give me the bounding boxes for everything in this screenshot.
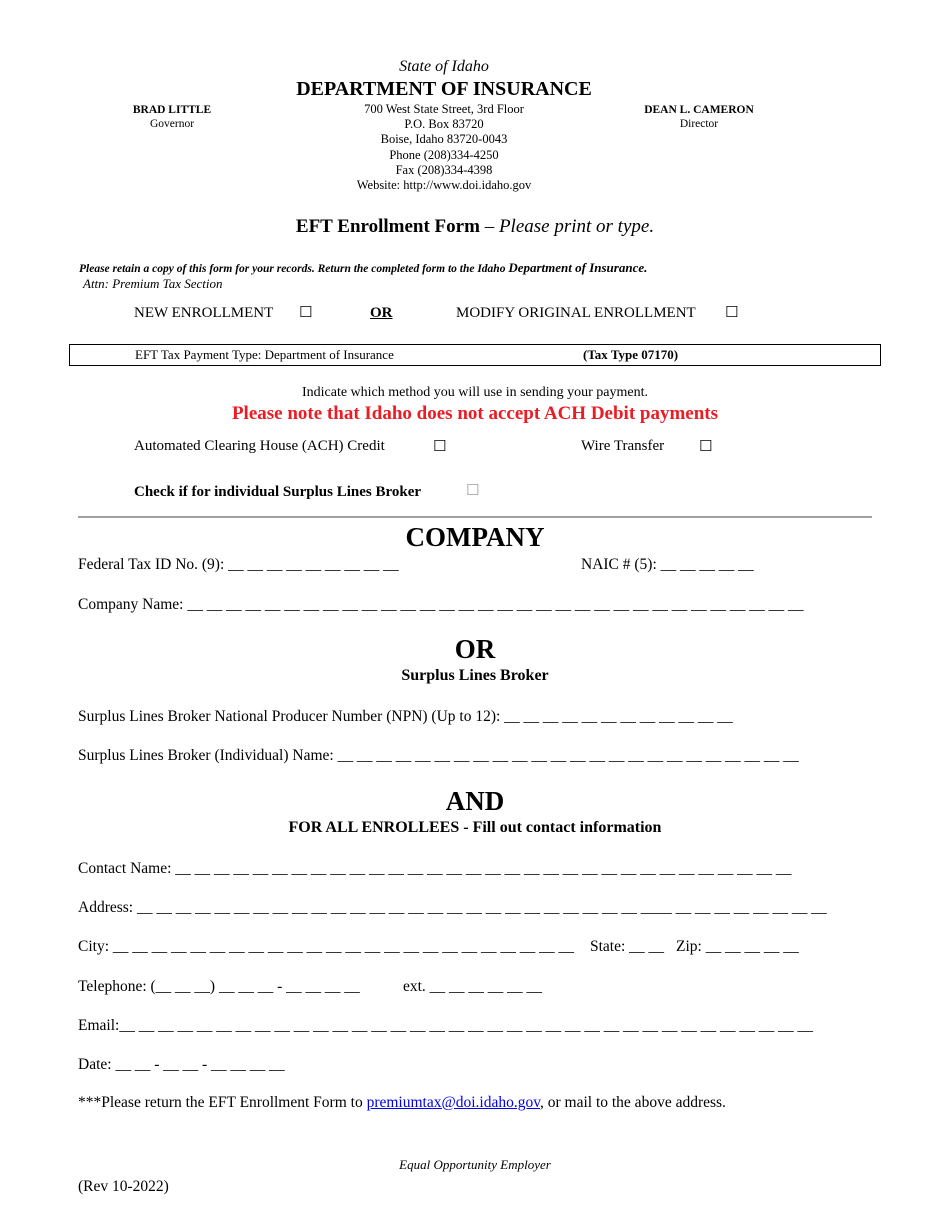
attn-line: Attn: Premium Tax Section [83,276,223,291]
modify-enrollment-label: MODIFY ORIGINAL ENROLLMENT [456,305,696,321]
telephone-field[interactable]: Telephone: (__ __ __) __ __ __ - __ __ __ __ [78,978,360,995]
ach-debit-warning: Please note that Idaho does not accept ACH Debit payments [231,403,719,424]
address-line: 700 West State Street, 3rd Floor [364,102,524,116]
federal-tax-id-field[interactable]: Federal Tax ID No. (9): __ __ __ __ __ __ __ __ __ [78,556,399,573]
section-divider [78,516,872,518]
state-name: State of Idaho [399,58,489,75]
address-line: P.O. Box 83720 [404,117,484,132]
form-title-bold: EFT Enrollment Form [295,216,480,237]
or-label: OR [370,305,393,321]
return-prefix: ***Please return the EFT Enrollment Form to [78,1094,367,1111]
department-title: DEPARTMENT OF INSURANCE [296,78,592,100]
governor-name: BRAD LITTLE [132,104,212,116]
naic-field[interactable]: NAIC # (5): __ __ __ __ __ [581,556,754,573]
surplus-broker-checkbox[interactable]: ☐ [466,481,480,499]
ach-credit-label: Automated Clearing House (ACH) Credit [134,438,385,454]
address-line: Fax (208)334-4398 [395,162,493,177]
director-title: Director [679,118,719,130]
return-instructions [78,1094,726,1112]
broker-npn-field[interactable]: Surplus Lines Broker National Producer Number (NPN) (Up to 12): __ __ __ __ __ __ __ __ __ __ __ __ [78,708,733,725]
eft-type-box [69,344,881,366]
director-name: DEAN L. CAMERON [644,104,754,116]
surplus-broker-check-label: Check if for individual Surplus Lines Broker [134,484,422,500]
contact-name-field[interactable]: Contact Name: __ __ __ __ __ __ __ __ __ __ __ __ __ __ __ __ __ __ __ __ __ __ __ __ __ __ __ __ __ __ __ __ [78,860,792,877]
eft-type-label: EFT Tax Payment Type: Department of Insurance [135,347,394,362]
address-field[interactable]: Address: __ __ __ __ __ __ __ __ __ __ __ __ __ __ __ __ __ __ __ __ __ __ __ __ __ __ ____ __ __ __ __ __ __ __ __ [78,899,827,916]
indicate-method-text: Indicate which method you will use in sending your payment. [301,385,649,400]
new-enrollment-label: NEW ENROLLMENT [134,305,274,321]
and-heading: AND [445,786,505,816]
surplus-broker-heading: Surplus Lines Broker [401,667,549,684]
governor-title: Governor [149,118,195,130]
broker-name-field[interactable]: Surplus Lines Broker (Individual) Name: __ __ __ __ __ __ __ __ __ __ __ __ __ __ __ __ __ __ __ __ __ __ __ __ [78,747,799,764]
modify-enrollment-checkbox[interactable]: ☐ [725,303,739,321]
or-heading: OR [454,634,496,664]
wire-transfer-checkbox[interactable]: ☐ [699,437,713,455]
form-title-italic: Please print or type. [498,216,655,237]
address-line: Boise, Idaho 83720-0043 [380,132,508,147]
date-field[interactable]: Date: __ __ - __ __ - __ __ __ __ [78,1056,285,1073]
form-title [0,216,950,238]
all-enrollees-heading: FOR ALL ENROLLEES - Fill out contact information [288,819,662,836]
company-heading: COMPANY [405,522,545,552]
governor-block [100,103,244,131]
email-field[interactable]: Email:__ __ __ __ __ __ __ __ __ __ __ __ __ __ __ __ __ __ __ __ __ __ __ __ __ __ __ __ __ __ __ __ __ __ __ __ [78,1017,813,1034]
retain-text: Please retain a copy of this form for your records. Return the completed form to the Idaho [79,263,509,275]
premium-tax-email-link[interactable]: premiumtax@doi.idaho.gov [366,1094,540,1111]
equal-opportunity-employer: Equal Opportunity Employer [399,1157,551,1172]
address-line: Website: http://www.doi.idaho.gov [356,178,532,193]
tax-type-code: (Tax Type 07170) [583,347,679,362]
city-field[interactable]: City: __ __ __ __ __ __ __ __ __ __ __ __ __ __ __ __ __ __ __ __ __ __ __ __ [78,938,575,955]
return-suffix: , or mail to the above address. [539,1094,726,1111]
retain-instructions [79,260,647,276]
department-address [300,102,588,193]
wire-transfer-label: Wire Transfer [581,438,665,454]
address-line: Phone (208)334-4250 [389,147,499,162]
director-block [620,103,778,131]
form-title-sep: – [479,216,499,237]
state-field[interactable]: State: __ __ [590,938,665,955]
company-name-field[interactable]: Company Name: __ __ __ __ __ __ __ __ __ __ __ __ __ __ __ __ __ __ __ __ __ __ __ __ __ __ __ __ __ __ __ __ [78,596,804,613]
retain-department: Department of Insurance. [508,260,648,275]
ach-credit-checkbox[interactable]: ☐ [433,437,447,455]
zip-field[interactable]: Zip: __ __ __ __ __ [676,938,799,955]
revision-date: (Rev 10-2022) [78,1178,169,1195]
extension-field[interactable]: ext. __ __ __ __ __ __ [403,978,543,995]
new-enrollment-checkbox[interactable]: ☐ [299,303,313,321]
